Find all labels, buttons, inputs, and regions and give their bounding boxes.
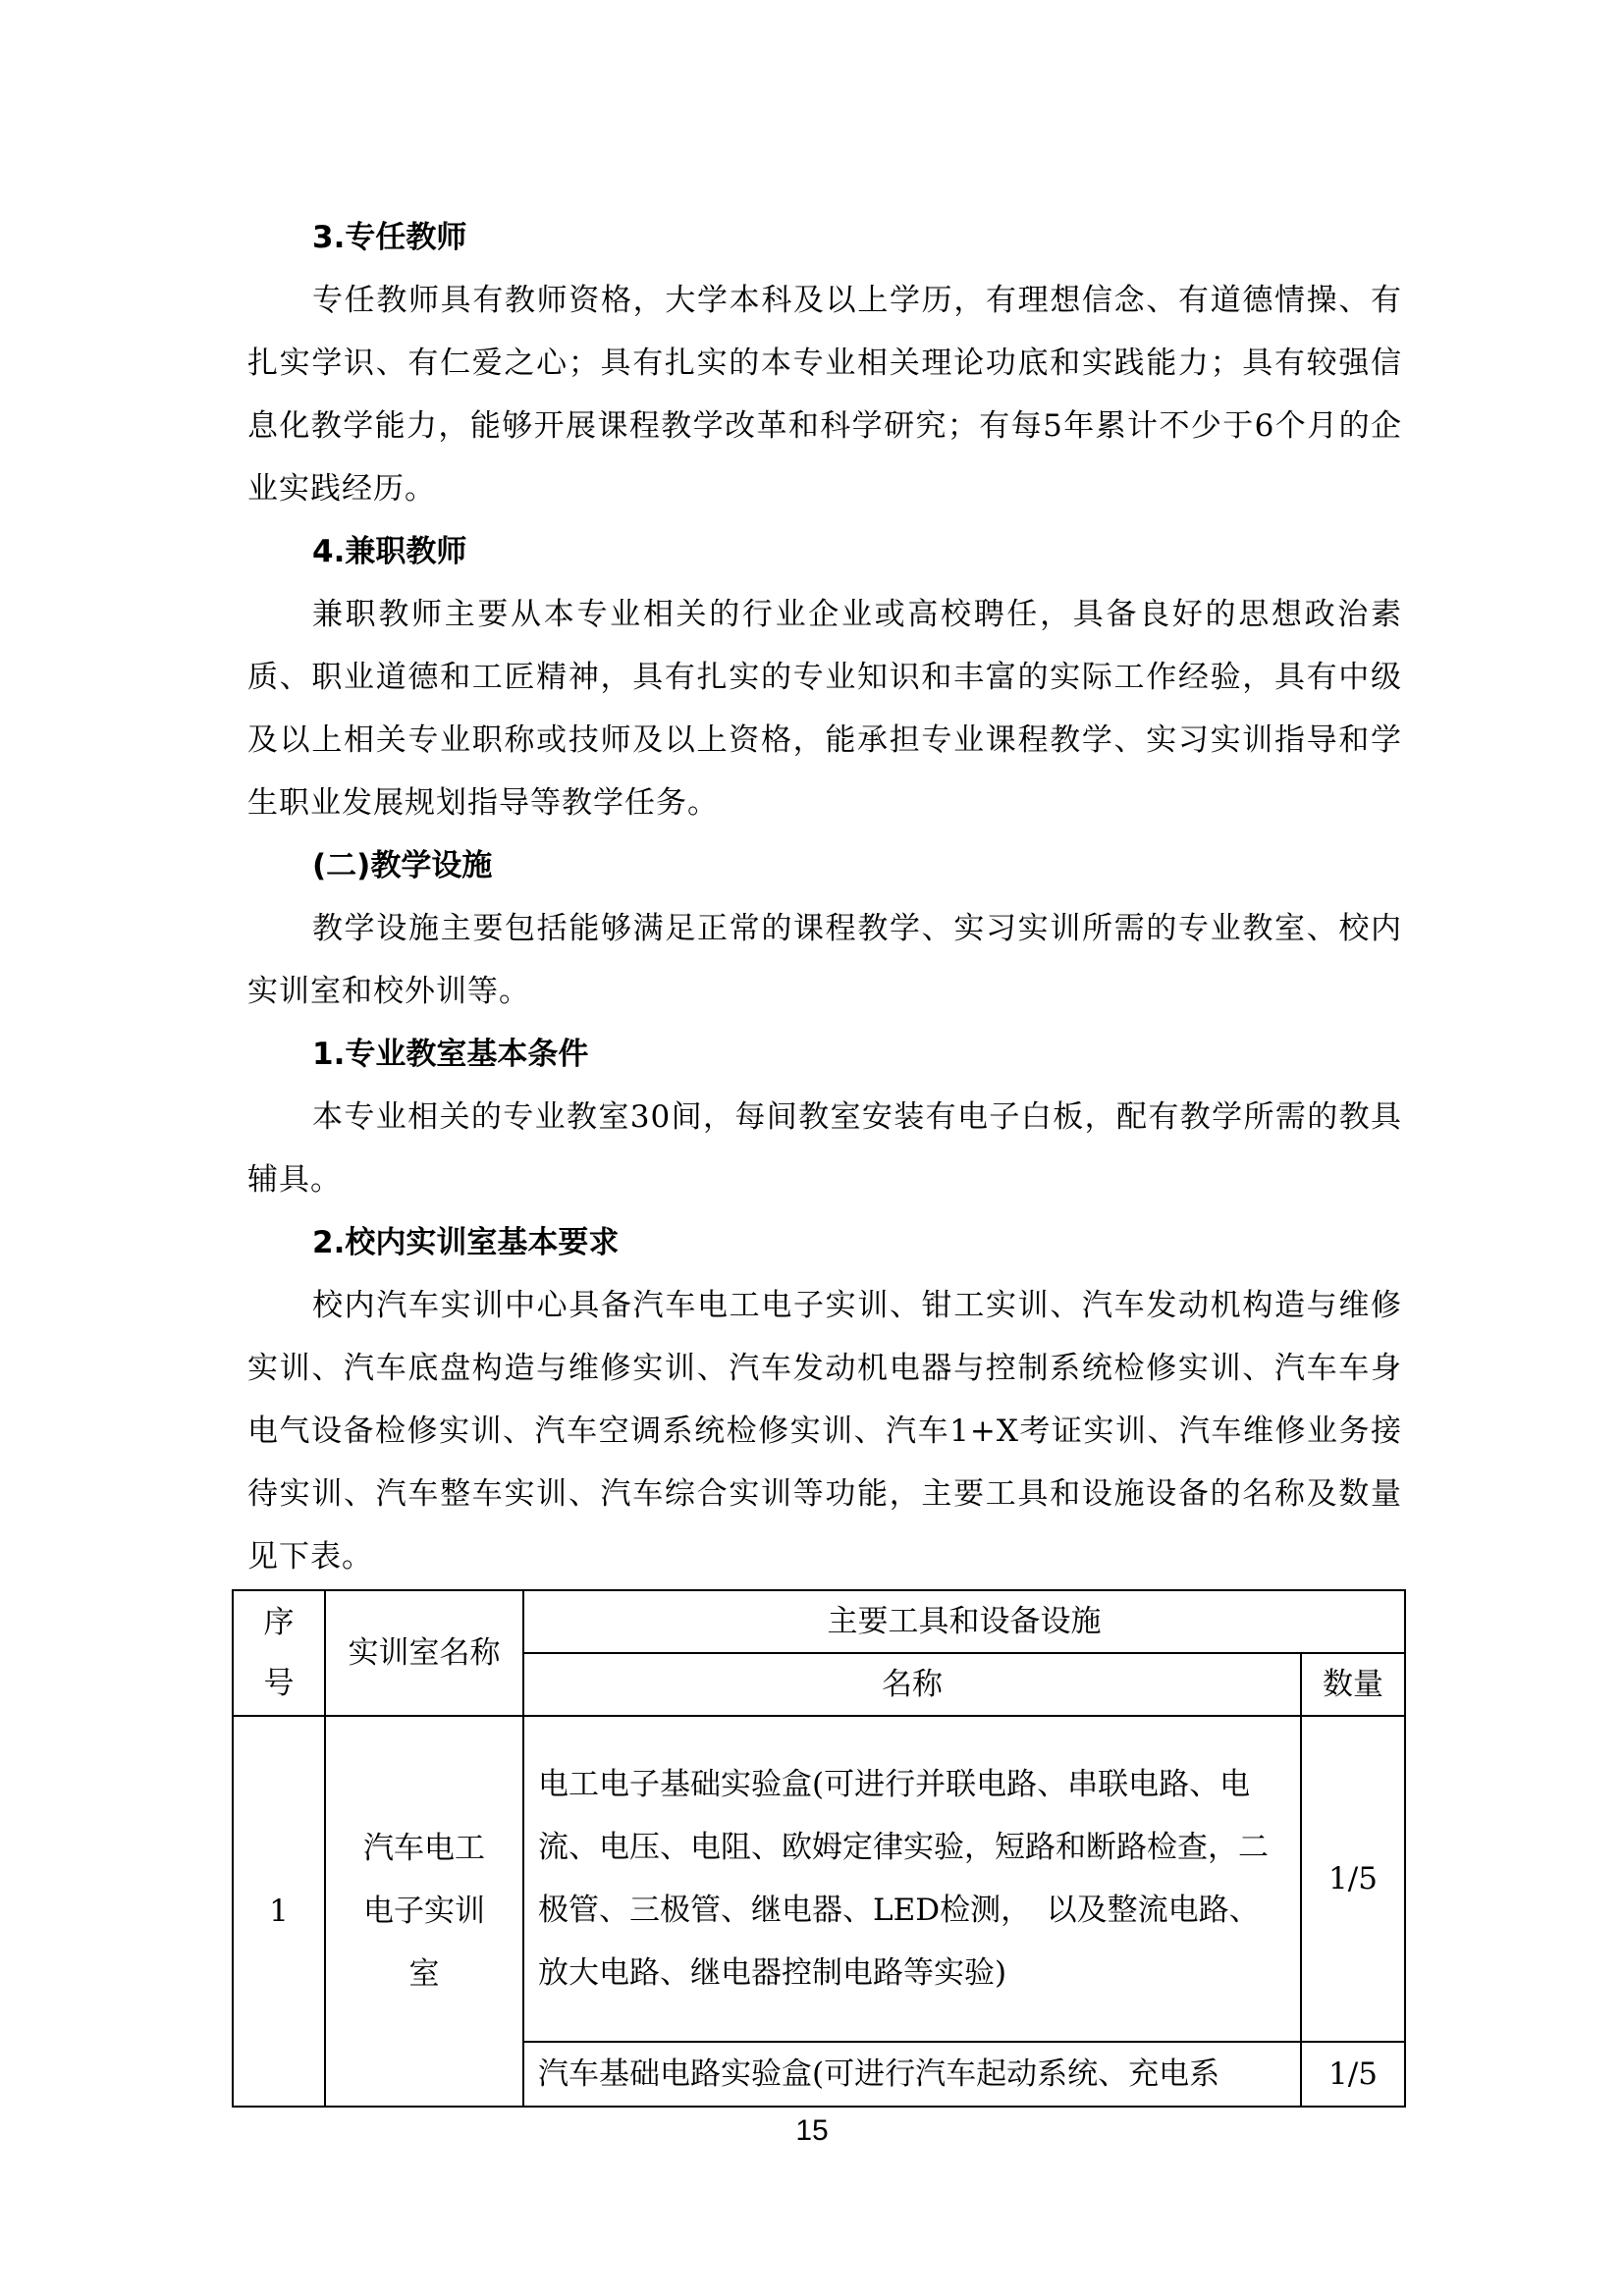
table-header-row — [233, 1590, 1405, 1653]
paragraph-full-time-teachers: 专任教师具有教师资格，大学本科及以上学历，有理想信念、有道德情操、有扎实学识、有仁爱之心；具有扎实的本专业相关理论功底和实践能力；具有较强信息化教学能力，能够开展课程教学改革和科学研究；有每5年累计不少于6个月的企业实践经历。 — [247, 283, 1402, 507]
cell-item-name: 汽车基础电路实验盒(可进行汽车起动系统、充电系 — [523, 2042, 1301, 2107]
cell-room-name: 汽车电工电子实训室 — [325, 1716, 523, 2107]
section-heading-classroom-conditions: 1.专业教室基本条件 — [312, 1037, 589, 1072]
header-equipment-group: 主要工具和设备设施 — [523, 1590, 1405, 1653]
cell-item-name: 电工电子基础实验盒(可进行并联电路、串联电路、电流、电压、电阻、欧姆定律实验，短路和断路检查，二极管、三极管、继电器、LED检测， 以及整流电路、放大电路、继电器控制电路等实验) — [523, 1716, 1301, 2042]
header-serial-number: 序号 — [233, 1590, 325, 1716]
section-heading-part-time-teachers: 4.兼职教师 — [312, 534, 467, 569]
section-heading-full-time-teachers: 3.专任教师 — [312, 220, 467, 255]
cell-item-quantity: 1/5 — [1301, 1716, 1405, 2042]
paragraph-part-time-teachers: 兼职教师主要从本专业相关的行业企业或高校聘任，具备良好的思想政治素质、职业道德和工匠精神，具有扎实的专业知识和丰富的实际工作经验，具有中级及以上相关专业职称或技师及以上资格，能承担专业课程教学、实习实训指导和学生职业发展规划指导等教学任务。 — [247, 597, 1402, 821]
header-room-name: 实训室名称 — [325, 1590, 523, 1716]
paragraph-classroom-conditions: 本专业相关的专业教室30间，每间教室安装有电子白板，配有教学所需的教具辅具。 — [247, 1099, 1402, 1198]
header-item-name: 名称 — [523, 1653, 1301, 1716]
header-quantity: 数量 — [1301, 1653, 1405, 1716]
cell-item-quantity: 1/5 — [1301, 2042, 1405, 2107]
paragraph-training-room-requirements: 校内汽车实训中心具备汽车电工电子实训、钳工实训、汽车发动机构造与维修实训、汽车底盘构造与维修实训、汽车发动机电器与控制系统检修实训、汽车车身电气设备检修实训、汽车空调系统检修实训、汽车1+X考证实训、汽车维修业务接待实训、汽车整车实训、汽车综合实训等功能，主要工具和设施设备的名称及数量见下表。 — [247, 1288, 1402, 1575]
section-heading-teaching-facilities: (二)教学设施 — [312, 848, 493, 883]
paragraph-teaching-facilities: 教学设施主要包括能够满足正常的课程教学、实习实训所需的专业教室、校内实训室和校外训等。 — [247, 911, 1402, 1009]
cell-serial-number: 1 — [233, 1716, 325, 2107]
section-heading-training-room-requirements: 2.校内实训室基本要求 — [312, 1225, 620, 1260]
equipment-table — [232, 1589, 1406, 2108]
page-body — [247, 206, 1402, 1588]
page-number: 15 — [795, 2114, 829, 2147]
table-row — [233, 1716, 1405, 2042]
